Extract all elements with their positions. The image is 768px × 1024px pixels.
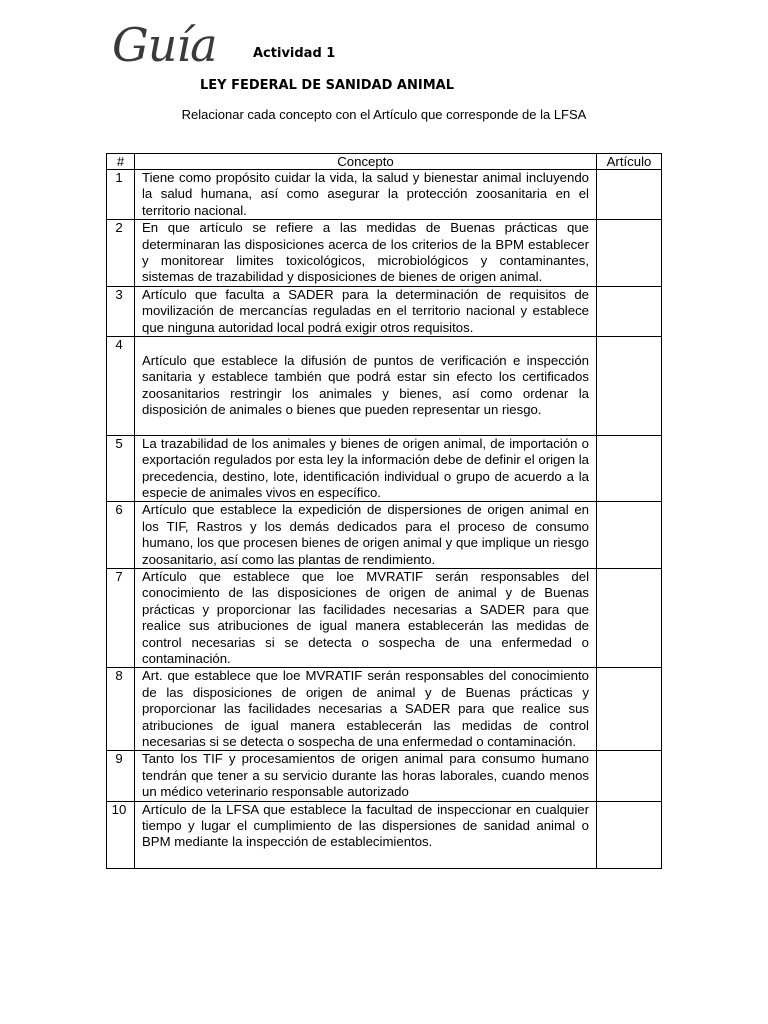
- concept-table: [106, 153, 662, 869]
- row-number: 3: [107, 286, 135, 336]
- article-answer-cell[interactable]: [597, 668, 662, 751]
- row-concept: Artículo que establece que loe MVRATIF serán responsables del conocimiento de las disposiciones de origen de animal y de Buenas prácticas y proporcionar las facilidades necesarias a SADER para que realice sus atribuciones de igual manera establecerán las medidas de control necesarias si se detecta o sospecha de una enfermedad o contaminación.: [135, 568, 597, 667]
- row-number: 1: [107, 170, 135, 220]
- row-concept: Tanto los TIF y procesamientos de origen animal para consumo humano tendrán que tener a su servicio durante las horas laborales, cuando menos un médico veterinario responsable autorizado: [135, 751, 597, 801]
- row-concept: Tiene como propósito cuidar la vida, la salud y bienestar animal incluyendo la salud humana, así como asegurar la protección zoosanitaria en el territorio nacional.: [135, 170, 597, 220]
- header-number: #: [107, 154, 135, 170]
- row-concept: Artículo que faculta a SADER para la determinación de requisitos de movilización de mercancías reguladas en el territorio nacional y establece que ninguna autoridad local podrá exigir otros requisitos.: [135, 286, 597, 336]
- article-answer-cell[interactable]: [597, 170, 662, 220]
- instruction-text: Relacionar cada concepto con el Artículo que corresponde de la LFSA: [181, 107, 587, 122]
- row-concept: Art. que establece que loe MVRATIF serán responsables del conocimiento de las disposiciones de origen de animal y de Buenas prácticas y proporcionar las facilidades necesarias a SADER para que realice sus atribuciones de igual manera establecerán las medidas de control necesarias si se detecta o sospecha de una enfermedad o contaminación.: [135, 668, 597, 751]
- law-title: LEY FEDERAL DE SANIDAD ANIMAL: [200, 78, 454, 93]
- header-article: Artículo: [597, 154, 662, 170]
- table-row: [107, 286, 662, 336]
- table-row: [107, 751, 662, 801]
- article-answer-cell[interactable]: [597, 286, 662, 336]
- table-row: [107, 170, 662, 220]
- row-number: 4: [107, 337, 135, 436]
- row-concept: Artículo de la LFSA que establece la facultad de inspeccionar en cualquier tiempo y lugar el cumplimiento de las dispersiones de sanidad animal o BPM mediante la inspección de establecimientos.: [135, 801, 597, 868]
- article-answer-cell[interactable]: [597, 435, 662, 502]
- row-number: 7: [107, 568, 135, 667]
- row-number: 9: [107, 751, 135, 801]
- row-concept: Artículo que establece la difusión de puntos de verificación e inspección sanitaria y establece también que podrá estar sin efecto los certificados zoosanitarios restringir los animales y bienes, así como ordenar la disposición de animales o bienes que pueden representar un riesgo.: [135, 337, 597, 436]
- table-row: [107, 502, 662, 569]
- row-concept: La trazabilidad de los animales y bienes de origen animal, de importación o exportación regulados por esta ley la información debe de definir el origen la precedencia, destino, lote, identificación individual o grupo de acuerdo a la especie de animales vivos en específico.: [135, 435, 597, 502]
- table-header-row: [107, 154, 662, 170]
- row-number: 6: [107, 502, 135, 569]
- activity-title: Actividad 1: [253, 46, 336, 61]
- header-concept: Concepto: [135, 154, 597, 170]
- row-concept: Artículo que establece la expedición de dispersiones de origen animal en los TIF, Rastros y los demás dedicados para el proceso de consumo humano, los que procesen bienes de origen animal y que implique un riesgo zoosanitario, así como las plantas de rendimiento.: [135, 502, 597, 569]
- guia-logo: Guía: [112, 18, 217, 72]
- table-row: [107, 220, 662, 287]
- table-row: [107, 801, 662, 868]
- table-row: [107, 435, 662, 502]
- article-answer-cell[interactable]: [597, 801, 662, 868]
- article-answer-cell[interactable]: [597, 502, 662, 569]
- row-number: 2: [107, 220, 135, 287]
- table-row: [107, 668, 662, 751]
- article-answer-cell[interactable]: [597, 220, 662, 287]
- row-number: 8: [107, 668, 135, 751]
- table-row: [107, 568, 662, 667]
- row-concept: En que artículo se refiere a las medidas de Buenas prácticas que determinaran las disposiciones acerca de los criterios de la BPM establecer y monitorear limites toxicológicos, microbiológicos y contaminantes, sistemas de trazabilidad y disposiciones de bienes de origen animal.: [135, 220, 597, 287]
- article-answer-cell[interactable]: [597, 751, 662, 801]
- row-number: 10: [107, 801, 135, 868]
- table-row: [107, 337, 662, 436]
- article-answer-cell[interactable]: [597, 568, 662, 667]
- row-number: 5: [107, 435, 135, 502]
- article-answer-cell[interactable]: [597, 337, 662, 436]
